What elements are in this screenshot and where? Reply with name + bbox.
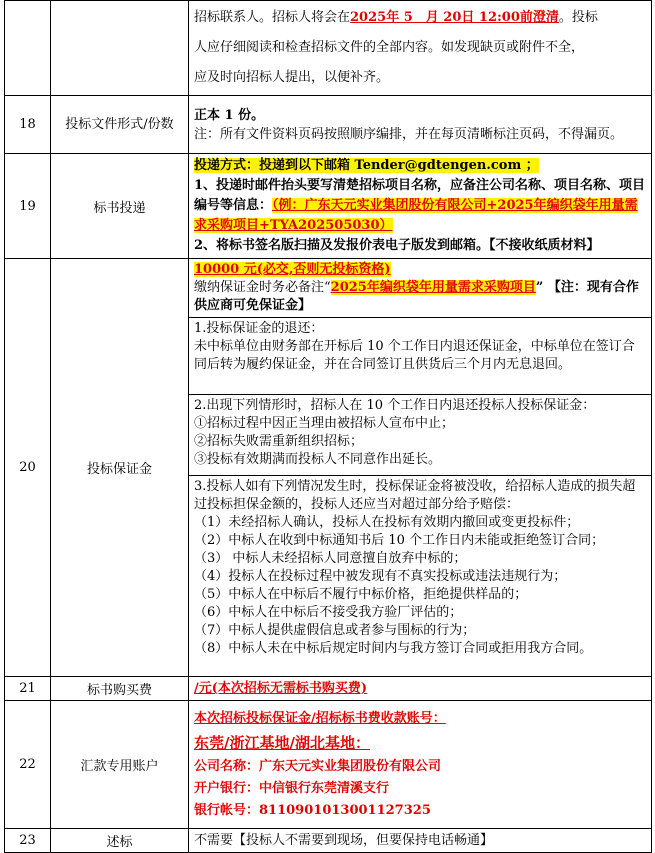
list-item: ③投标有效期满而投标人不同意作出延长。 bbox=[194, 452, 442, 467]
row-number bbox=[5, 1, 51, 96]
purchase-fee: /元(本次招标无需标书购买费) bbox=[194, 681, 368, 696]
list-item: （1）未经招标人确认，投标人在投标有效期内撤回或变更投标件； bbox=[194, 515, 580, 530]
row-content bbox=[189, 1, 652, 96]
account-bank: 开户银行：中信银行东莞清溪支行 bbox=[194, 780, 390, 796]
row-number: 20 bbox=[5, 259, 51, 677]
deposit-refund-block bbox=[189, 317, 651, 394]
account-bases: 东莞/浙江基地/湖北基地： bbox=[194, 733, 370, 752]
deposit-project-name: 2025年编织袋年用量需求采购项目 bbox=[330, 280, 536, 295]
table-row-19 bbox=[5, 154, 652, 259]
row-item: 标书投递 bbox=[51, 154, 189, 259]
delivery-rule-1: 1、投递时邮件抬头要写清楚招标项目名称，应备注公司名称、项目名称、项目编号等信息： bbox=[194, 178, 646, 213]
row-number: 18 bbox=[5, 96, 51, 154]
table-row-23 bbox=[5, 829, 652, 853]
deposit-note-post: ” 【注：现有合作供应商可免保证金】 bbox=[194, 280, 639, 313]
account-number: 银行帐号：8110901013001127325 bbox=[194, 802, 431, 818]
row-number: 21 bbox=[5, 677, 51, 701]
presentation-note: 不需要【投标人不需要到现场，但要保持电话畅通】 bbox=[194, 833, 494, 848]
row-content bbox=[189, 677, 652, 701]
table-row-21 bbox=[5, 677, 652, 701]
row-item: 述标 bbox=[51, 829, 189, 853]
clarify-text: 招标联系人。招标人将会在 bbox=[194, 10, 351, 25]
deposit-forfeit-title: 3.投标人如有下列情况发生时，投标保证金将被没收，给招标人造成的损失超过投标担保金额的，投标人还应当对超过部分给予赔偿： bbox=[194, 479, 636, 512]
deposit-return-title: 2.出现下列情形时，招标人在 10 个工作日内退还投标人投标保证金： bbox=[194, 398, 596, 413]
copies-line: 正本 1 份。 bbox=[194, 107, 265, 123]
list-item: （8）中标人未在中标后规定时间内与我方签订合同或拒用我方合同。 bbox=[194, 641, 593, 656]
table-row-22 bbox=[5, 701, 652, 829]
clarify-text-end: 。投标 bbox=[558, 10, 598, 25]
list-item: （7）中标人提供虚假信息或者参与围标的行为； bbox=[194, 623, 476, 638]
list-item: （6）中标人在中标后不接受我方验厂评估的； bbox=[194, 605, 463, 620]
row-item: 投标文件形式/份数 bbox=[51, 96, 189, 154]
clarify-line-3: 应及时向招标人提出，以便补齐。 bbox=[194, 70, 390, 85]
deposit-amount: 10000 元(必交,否则无投标资格) bbox=[194, 262, 391, 277]
deposit-refund-title: 1.投标保证金的退还： bbox=[194, 321, 324, 336]
row-item: 投标保证金 bbox=[51, 259, 189, 677]
row-content bbox=[189, 259, 652, 677]
row-number: 22 bbox=[5, 701, 51, 829]
row-content bbox=[189, 96, 652, 154]
delivery-rule-2: 2、将标书签名版扫描及发报价表电子版发到邮箱。【不接收纸质材料】 bbox=[194, 238, 600, 253]
deposit-refund-body: 未中标单位由财务部在开标后 10 个工作日内退还保证金，中标单位在签订合同后转为履约保证金，并在合同签订且供货后三个月内无息退回。 bbox=[194, 339, 635, 372]
row-content bbox=[189, 829, 652, 853]
clarify-line-2: 人应仔细阅读和检查招标文件的全部内容。如发现缺页或附件不全， bbox=[194, 40, 585, 55]
table-row-18 bbox=[5, 96, 652, 154]
row-item: 标书购买费 bbox=[51, 677, 189, 701]
row-number: 19 bbox=[5, 154, 51, 259]
deposit-forfeit-block bbox=[189, 475, 651, 676]
table-row-20 bbox=[5, 259, 652, 677]
row-number: 23 bbox=[5, 829, 51, 853]
delivery-example: （例：广东天元实业集团股份有限公司+2025年编织袋年用量需求采购项目+TYA202505030） bbox=[194, 198, 638, 233]
copies-note: 注：所有文件资料页码按照顺序编排，并在每页清晰标注页码，不得漏页。 bbox=[194, 126, 624, 142]
list-item: （4）投标人在投标过程中被发现有不真实投标或违法违规行为； bbox=[194, 569, 567, 584]
deposit-amount-block bbox=[189, 259, 651, 317]
table-row-continuation bbox=[5, 1, 652, 96]
list-item: （5）中标人在中标后不履行中标价格，拒绝提供样品的； bbox=[194, 587, 528, 602]
list-item: ①招标过程中因正当理由被招标人宣布中止； bbox=[194, 416, 455, 431]
row-content bbox=[189, 701, 652, 829]
row-item bbox=[51, 1, 189, 96]
deposit-return-block bbox=[189, 394, 651, 475]
clarify-deadline: 2025年 5 月 20日 12:00前澄清 bbox=[350, 10, 559, 25]
deposit-note-pre: 缴纳保证金时务必备注“ bbox=[194, 280, 331, 295]
row-content bbox=[189, 154, 652, 259]
delivery-method: 投递方式：投递到以下邮箱 Tender@gdtengen.com ； bbox=[194, 158, 539, 173]
account-company: 公司名称：广东天元实业集团股份有限公司 bbox=[194, 758, 442, 774]
bid-info-table bbox=[4, 0, 652, 853]
list-item: （3） 中标人未经招标人同意擅自放弃中标的； bbox=[194, 551, 467, 566]
list-item: ②招标失败需重新组织招标； bbox=[194, 434, 364, 449]
row-item: 汇款专用账户 bbox=[51, 701, 189, 829]
list-item: （2）中标人在收到中标通知书后 10 个工作日内未能或拒绝签订合同； bbox=[194, 533, 605, 548]
account-heading: 本次招标投标保证金/招标标书费收款账号： bbox=[194, 710, 446, 726]
